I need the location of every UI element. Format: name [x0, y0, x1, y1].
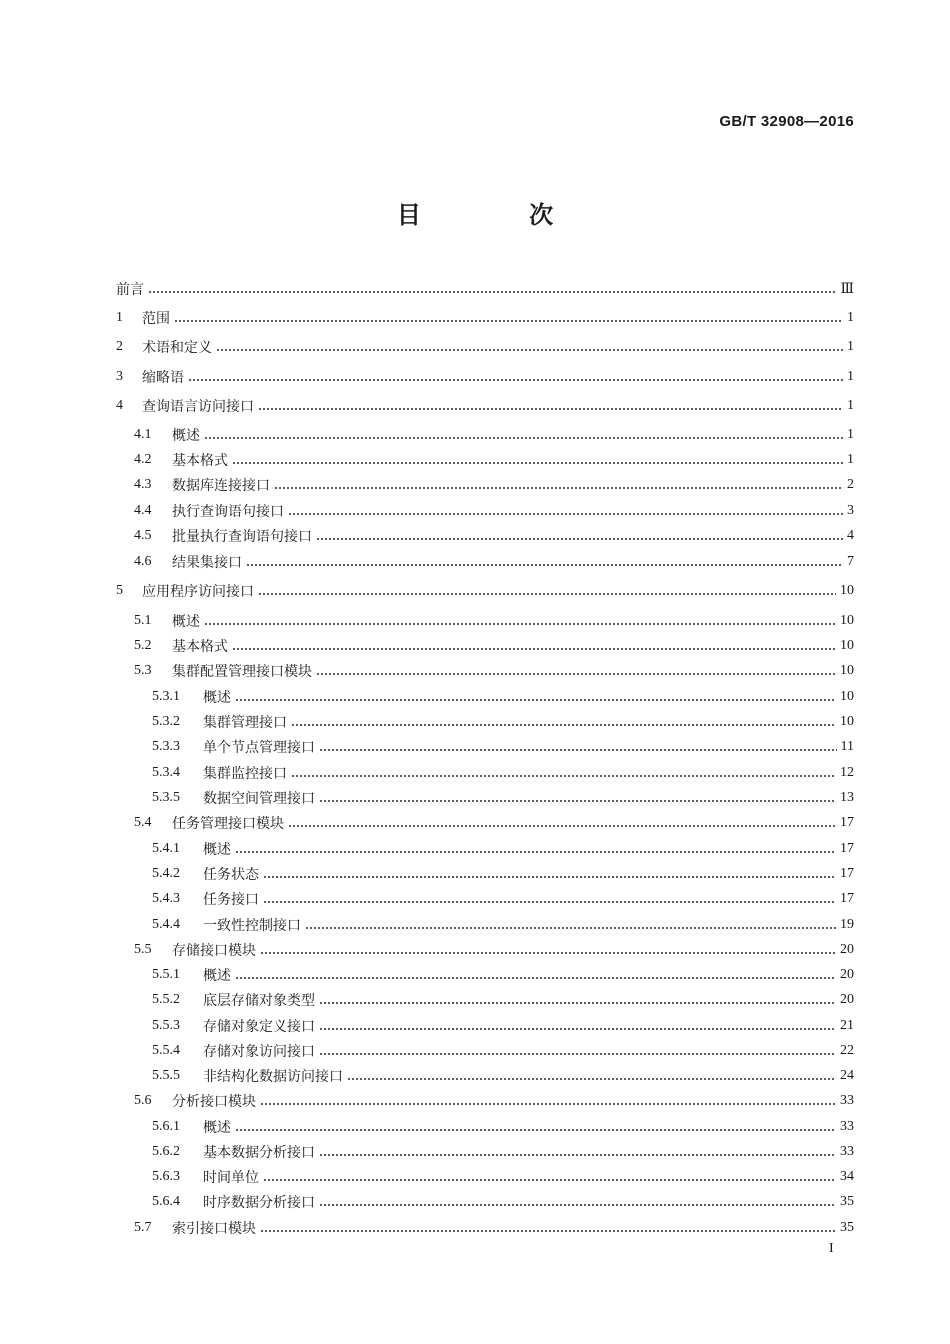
toc-entry-label: 概述: [203, 968, 231, 984]
toc-entry[interactable]: [0, 1141, 950, 1163]
toc-entry[interactable]: [0, 551, 950, 573]
toc-entry-number: 1: [116, 310, 123, 325]
toc-entry-number: 3: [116, 369, 123, 384]
toc-entry-page: 7: [847, 554, 854, 569]
toc-entry[interactable]: [0, 474, 950, 496]
toc-entry-page: 10: [840, 714, 854, 729]
toc-entry-page: 24: [840, 1068, 854, 1083]
toc-entry-label: 数据库连接接口: [172, 478, 270, 494]
dot-leader: [148, 278, 836, 300]
toc-entry-page: 1: [847, 452, 854, 467]
toc-entry-page: 1: [847, 339, 854, 354]
toc-entry[interactable]: [0, 914, 950, 936]
toc-entry-label: 基本格式: [172, 453, 228, 469]
dot-leader: [188, 366, 843, 388]
dot-leader: [258, 395, 843, 417]
dot-leader: [347, 1065, 836, 1087]
toc-entry-page: 12: [840, 765, 854, 780]
dot-leader: [258, 580, 836, 602]
toc-entry-number: 4.6: [134, 554, 152, 569]
toc-entry-page: 10: [840, 689, 854, 704]
dot-leader: [288, 500, 843, 522]
toc-entry[interactable]: [0, 366, 950, 388]
toc-entry-number: 5.6.4: [152, 1194, 180, 1209]
toc-entry-label: 前言: [116, 282, 144, 298]
toc-entry-page: 17: [840, 866, 854, 881]
toc-entry-number: 5.5.1: [152, 967, 180, 982]
toc-entry-number: 5.4.4: [152, 917, 180, 932]
toc-entry-number: 5.6.2: [152, 1144, 180, 1159]
toc-entry-label: 集群管理接口: [203, 715, 287, 731]
toc-entry-number: 5.6.1: [152, 1119, 180, 1134]
dot-leader: [204, 424, 843, 446]
toc-entry-label: 批量执行查询语句接口: [172, 529, 312, 545]
dot-leader: [235, 838, 836, 860]
toc-entry-label: 结果集接口: [172, 555, 242, 571]
toc-entry-label: 非结构化数据访问接口: [203, 1069, 343, 1085]
toc-entry-label: 存储接口模块: [172, 943, 256, 959]
toc-entry[interactable]: [0, 395, 950, 417]
toc-entry[interactable]: [0, 939, 950, 961]
toc-entry-page: 1: [847, 369, 854, 384]
dot-leader: [319, 1141, 836, 1163]
toc-entry-page: 3: [847, 503, 854, 518]
dot-leader: [291, 711, 836, 733]
toc-entry-label: 任务状态: [203, 867, 259, 883]
toc-entry[interactable]: [0, 989, 950, 1011]
dot-leader: [260, 1090, 836, 1112]
toc-entry-label: 概述: [203, 842, 231, 858]
toc-entry[interactable]: [0, 736, 950, 758]
toc-entry[interactable]: [0, 307, 950, 329]
toc-entry[interactable]: [0, 1166, 950, 1188]
toc-entry[interactable]: [0, 278, 950, 300]
toc-entry[interactable]: [0, 964, 950, 986]
toc-entry[interactable]: [0, 711, 950, 733]
toc-entry[interactable]: [0, 1191, 950, 1213]
toc-entry-number: 5.5: [134, 942, 152, 957]
toc-entry-label: 概述: [203, 1120, 231, 1136]
toc-entry-label: 集群配置管理接口模块: [172, 664, 312, 680]
toc-entry-label: 范围: [142, 311, 170, 327]
toc-entry-page: 10: [840, 583, 854, 598]
toc-entry-label: 存储对象访问接口: [203, 1044, 315, 1060]
toc-entry-label: 底层存储对象类型: [203, 993, 315, 1009]
toc-entry-page: 33: [840, 1119, 854, 1134]
toc-entry[interactable]: [0, 1090, 950, 1112]
toc-entry-number: 5.5.3: [152, 1018, 180, 1033]
dot-leader: [216, 336, 843, 358]
dot-leader: [291, 762, 836, 784]
dot-leader: [319, 1015, 836, 1037]
dot-leader: [235, 1116, 836, 1138]
toc-entry-page: 34: [840, 1169, 854, 1184]
toc-entry-page: 35: [840, 1220, 854, 1235]
toc-entry[interactable]: [0, 424, 950, 446]
toc-entry-label: 集群监控接口: [203, 766, 287, 782]
toc-entry[interactable]: [0, 525, 950, 547]
toc-entry-number: 5.6: [134, 1093, 152, 1108]
toc-entry[interactable]: [0, 838, 950, 860]
toc-entry-number: 5.1: [134, 613, 152, 628]
toc-entry-number: 5.4: [134, 815, 152, 830]
toc-entry-number: 5.3.1: [152, 689, 180, 704]
toc-entry-number: 4.3: [134, 477, 152, 492]
toc-entry-page: 20: [840, 967, 854, 982]
toc-entry[interactable]: [0, 888, 950, 910]
dot-leader: [319, 989, 836, 1011]
toc-entry-page: 11: [840, 739, 854, 754]
toc-entry-page: 10: [840, 663, 854, 678]
dot-leader: [274, 474, 843, 496]
toc-entry-label: 任务接口: [203, 892, 259, 908]
toc-entry[interactable]: [0, 1015, 950, 1037]
toc-entry[interactable]: [0, 762, 950, 784]
dot-leader: [319, 736, 837, 758]
toc-entry-number: 5.5.4: [152, 1043, 180, 1058]
toc-entry-label: 查询语言访问接口: [142, 399, 254, 415]
toc-entry-page: 10: [840, 638, 854, 653]
toc-entry[interactable]: [0, 336, 950, 358]
toc-entry[interactable]: [0, 686, 950, 708]
toc-entry[interactable]: [0, 580, 950, 602]
toc-entry-label: 缩略语: [142, 370, 184, 386]
dot-leader: [246, 551, 843, 573]
toc-entry-page: 22: [840, 1043, 854, 1058]
toc-entry-number: 5.4.1: [152, 841, 180, 856]
toc-entry-number: 5.3.5: [152, 790, 180, 805]
toc-entry[interactable]: [0, 1065, 950, 1087]
toc-entry[interactable]: [0, 1217, 950, 1239]
toc-entry-number: 5: [116, 583, 123, 598]
toc-entry[interactable]: [0, 863, 950, 885]
toc-entry[interactable]: [0, 660, 950, 682]
toc-entry-label: 存储对象定义接口: [203, 1019, 315, 1035]
page-title: 目 次: [396, 201, 604, 229]
dot-leader: [260, 939, 836, 961]
toc-entry-page: 17: [840, 891, 854, 906]
toc-entry-label: 分析接口模块: [172, 1094, 256, 1110]
dot-leader: [263, 863, 836, 885]
toc-entry-page: 17: [840, 841, 854, 856]
dot-leader: [316, 525, 843, 547]
toc-entry-page: 4: [847, 528, 854, 543]
toc-entry-page: 19: [840, 917, 854, 932]
toc-entry-label: 任务管理接口模块: [172, 816, 284, 832]
toc-entry[interactable]: [0, 1116, 950, 1138]
toc-entry-number: 5.5.5: [152, 1068, 180, 1083]
toc-entry-page: 33: [840, 1093, 854, 1108]
toc-entry-page: 35: [840, 1194, 854, 1209]
toc-entry-label: 执行查询语句接口: [172, 504, 284, 520]
toc-entry-label: 时序数据分析接口: [203, 1195, 315, 1211]
dot-leader: [316, 660, 836, 682]
page-number: I: [829, 1241, 834, 1256]
toc-entry-number: 4: [116, 398, 123, 413]
dot-leader: [204, 610, 836, 632]
toc-entry-label: 一致性控制接口: [203, 918, 301, 934]
toc-entry[interactable]: [0, 449, 950, 471]
toc-entry-number: 5.4.2: [152, 866, 180, 881]
dot-leader: [305, 914, 836, 936]
dot-leader: [174, 307, 843, 329]
toc-entry-number: 5.7: [134, 1220, 152, 1235]
dot-leader: [263, 1166, 836, 1188]
dot-leader: [288, 812, 836, 834]
toc-entry-label: 基本格式: [172, 639, 228, 655]
toc-entry-label: 概述: [203, 690, 231, 706]
dot-leader: [260, 1217, 836, 1239]
dot-leader: [235, 964, 836, 986]
toc-entry-number: 5.3.3: [152, 739, 180, 754]
toc-entry-page: 17: [840, 815, 854, 830]
toc-entry-number: 5.2: [134, 638, 152, 653]
toc-entry-page: 20: [840, 992, 854, 1007]
standard-number: GB/T 32908—2016: [719, 113, 854, 130]
toc-entry-page: 10: [840, 613, 854, 628]
toc-entry-label: 概述: [172, 428, 200, 444]
toc-entry-label: 基本数据分析接口: [203, 1145, 315, 1161]
toc-entry[interactable]: [0, 610, 950, 632]
toc-entry-number: 5.3: [134, 663, 152, 678]
toc-entry-label: 术语和定义: [142, 340, 212, 356]
toc-entry-page: 20: [840, 942, 854, 957]
toc-entry-page: 1: [847, 398, 854, 413]
toc-entry-number: 5.3.4: [152, 765, 180, 780]
toc-entry-label: 应用程序访问接口: [142, 584, 254, 600]
toc-entry[interactable]: [0, 812, 950, 834]
toc-entry-number: 5.5.2: [152, 992, 180, 1007]
toc-entry-number: 4.5: [134, 528, 152, 543]
toc-entry-number: 2: [116, 339, 123, 354]
toc-entry[interactable]: [0, 787, 950, 809]
toc-entry-page: 2: [847, 477, 854, 492]
toc-entry-number: 4.4: [134, 503, 152, 518]
dot-leader: [235, 686, 836, 708]
dot-leader: [263, 888, 836, 910]
dot-leader: [232, 449, 843, 471]
toc-entry[interactable]: [0, 635, 950, 657]
toc-entry-page: 13: [840, 790, 854, 805]
toc-entry-label: 时间单位: [203, 1170, 259, 1186]
toc-entry-page: 1: [847, 310, 854, 325]
toc-entry-label: 数据空间管理接口: [203, 791, 315, 807]
toc-entry-number: 4.2: [134, 452, 152, 467]
toc-entry-label: 索引接口模块: [172, 1221, 256, 1237]
toc-entry-number: 5.6.3: [152, 1169, 180, 1184]
toc-entry-number: 5.4.3: [152, 891, 180, 906]
dot-leader: [232, 635, 836, 657]
dot-leader: [319, 1191, 836, 1213]
toc-entry[interactable]: [0, 500, 950, 522]
dot-leader: [319, 787, 836, 809]
toc-entry-label: 概述: [172, 614, 200, 630]
toc-entry-number: 4.1: [134, 427, 152, 442]
toc-entry-number: 5.3.2: [152, 714, 180, 729]
toc-entry[interactable]: [0, 1040, 950, 1062]
toc-entry-page: 1: [847, 427, 854, 442]
toc-entry-page: Ⅲ: [840, 281, 854, 297]
dot-leader: [319, 1040, 836, 1062]
toc-entry-label: 单个节点管理接口: [203, 740, 315, 756]
toc-entry-page: 33: [840, 1144, 854, 1159]
toc-entry-page: 21: [840, 1018, 854, 1033]
